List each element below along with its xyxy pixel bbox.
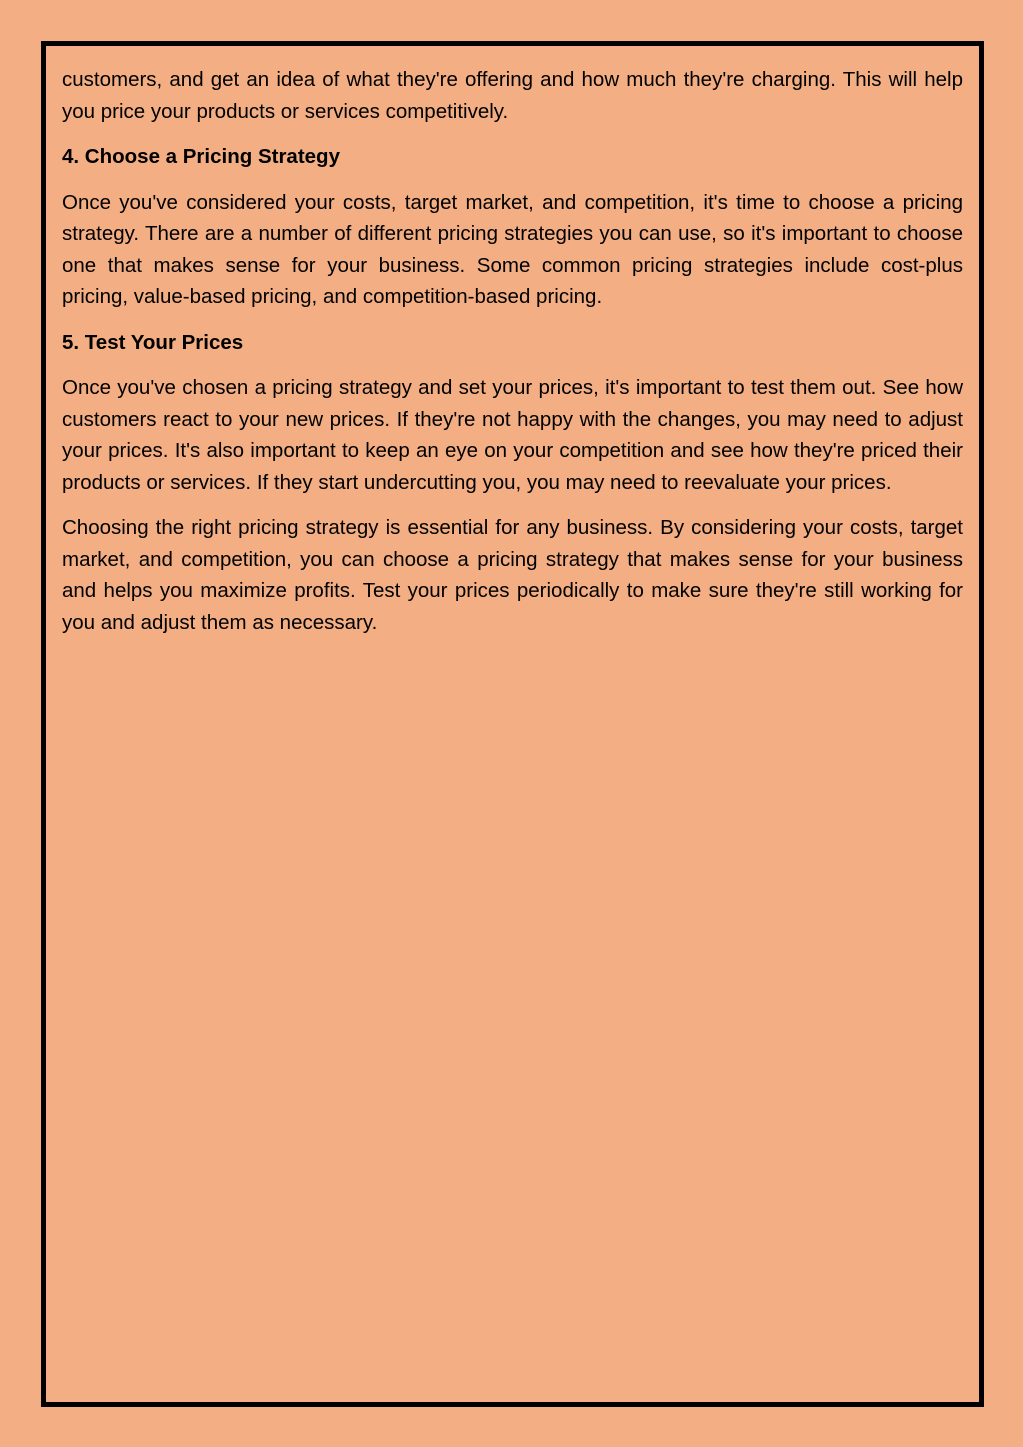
conclusion-paragraph: Choosing the right pricing strategy is essential for any business. By considering your costs, target market, and competition, you can choose a pricing strategy that makes sense for your business and helps you maximize profits. Test your prices periodically to make sure they're still working for you and adjust them as necessary. (62, 516, 963, 634)
document-body (62, 64, 963, 652)
page-border-frame (41, 41, 984, 1407)
section-heading-pricing-strategy: 4. Choose a Pricing Strategy (62, 145, 340, 168)
intro-paragraph: customers, and get an idea of what they're offering and how much they're charging. This will help you price your products or services competitively. (62, 68, 963, 123)
section-paragraph-test-prices: Once you've chosen a pricing strategy and set your prices, it's important to test them out. See how customers react to your new prices. If they're not happy with the changes, you may need to adjust your prices. It's also important to keep an eye on your competition and see how they're priced their products or services. If they start undercutting you, you may need to reevaluate your prices. (62, 376, 963, 494)
section-paragraph-pricing-strategy: Once you've considered your costs, target market, and competition, it's time to choose a pricing strategy. There are a number of different pricing strategies you can use, so it's important to choose one that makes sense for your business. Some common pricing strategies include cost-plus pricing, value-based pricing, and competition-based pricing. (62, 190, 963, 308)
section-heading-test-prices: 5. Test Your Prices (62, 330, 244, 354)
